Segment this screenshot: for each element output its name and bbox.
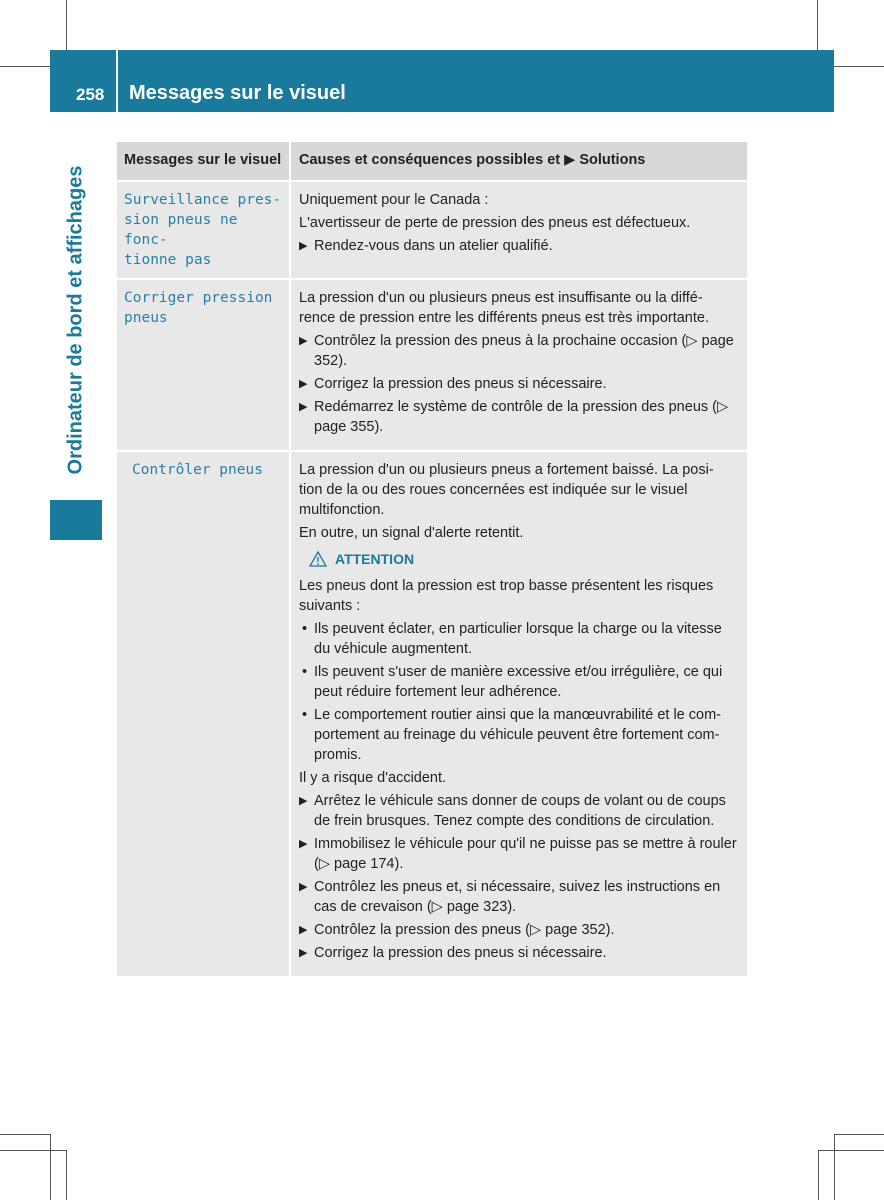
- table-row: [117, 182, 747, 280]
- paragraph: La pression d'un ou plusieurs pneus est insuffisante ou la diffé- rence de pression entre les différents pneus est très importante.: [299, 290, 709, 326]
- solution-step: ▶ Rendez-vous dans un atelier qualifié.: [299, 238, 553, 254]
- page-title: Messages sur le visuel: [129, 82, 346, 104]
- page-header: [50, 50, 834, 112]
- list-item: • Ils peuvent éclater, en particulier lorsque la charge ou la vitesse du véhicule augmentent.: [302, 621, 722, 657]
- crop-mark: [834, 1134, 835, 1200]
- paragraph: L'avertisseur de perte de pression des pneus est défectueux.: [299, 215, 691, 231]
- triangle-right-icon: ▶: [299, 795, 308, 807]
- solution-step: ▶ Contrôlez les pneus et, si nécessaire, suivez les instructions en cas de crevaison (▷ page 323).: [299, 879, 721, 915]
- paragraph: En outre, un signal d'alerte retentit.: [299, 525, 524, 541]
- triangle-right-icon: ▶: [299, 240, 308, 252]
- crop-mark: [0, 1150, 66, 1151]
- triangle-right-icon: ▶: [299, 378, 308, 390]
- crop-mark: [818, 1150, 819, 1200]
- solution-step: ▶ Redémarrez le système de contrôle de la pression des pneus (▷ page 355).: [299, 399, 729, 435]
- solution-step: ▶ Corrigez la pression des pneus si nécessaire.: [299, 376, 607, 392]
- display-message: Surveillance pres- sion pneus ne fonc- tionne pas: [124, 192, 282, 268]
- solution-step: ▶ Corrigez la pression des pneus si nécessaire.: [299, 945, 607, 961]
- table-row: [117, 452, 747, 978]
- paragraph: La pression d'un ou plusieurs pneus a fortement baissé. La posi- tion de la ou des roues concernées est indiquée sur le visuel multifonction.: [299, 462, 714, 518]
- triangle-right-icon: ▶: [299, 924, 308, 936]
- list-item: • Ils peuvent s'user de manière excessive et/ou irrégulière, ce qui peut réduire fortement leur adhérence.: [302, 664, 723, 700]
- crop-mark: [66, 0, 67, 50]
- triangle-right-icon: ▶: [299, 881, 308, 893]
- warning-label: ATTENTION: [335, 551, 415, 567]
- warning-triangle-icon: [309, 551, 327, 567]
- paragraph: Les pneus dont la pression est trop basse présentent les risques suivants :: [299, 578, 714, 614]
- col-header-messages: Messages sur le visuel: [124, 152, 282, 168]
- solution-step: ▶ Immobilisez le véhicule pour qu'il ne puisse pas se mettre à rouler (▷ page 174).: [299, 836, 737, 872]
- solution-step: ▶ Contrôlez la pression des pneus (▷ page 352).: [299, 922, 615, 938]
- crop-mark: [834, 66, 884, 67]
- display-message: Contrôler pneus: [132, 462, 263, 478]
- warning-heading: [309, 551, 739, 567]
- crop-mark: [0, 66, 50, 67]
- solution-step: ▶ Arrêtez le véhicule sans donner de coups de volant ou de coups de frein brusques. Tenez compte des conditions de circulation.: [299, 793, 726, 829]
- messages-table: [117, 142, 747, 978]
- paragraph: Il y a risque d'accident.: [299, 770, 447, 786]
- crop-mark: [50, 1134, 51, 1200]
- side-tab-marker: [50, 500, 102, 540]
- crop-mark: [834, 1134, 884, 1135]
- list-item: • Le comportement routier ainsi que la manœuvrabilité et le com- portement au freinage du véhicule peuvent être fortement com- promis.: [302, 707, 721, 763]
- crop-mark: [66, 1150, 67, 1200]
- paragraph: Uniquement pour le Canada :: [299, 192, 489, 208]
- triangle-right-icon: ▶: [299, 335, 308, 347]
- side-tab-label: Ordinateur de bord et affichages: [64, 165, 87, 475]
- solution-step: ▶ Contrôlez la pression des pneus à la prochaine occasion (▷ page 352).: [299, 333, 734, 369]
- triangle-right-icon: ▶: [299, 947, 308, 959]
- col-header-causes: Causes et conséquences possibles et ▶ Solutions: [289, 142, 747, 180]
- page-number: 258: [76, 85, 105, 104]
- crop-mark: [818, 1150, 884, 1151]
- crop-mark: [817, 0, 818, 50]
- triangle-right-icon: ▶: [299, 401, 308, 413]
- display-message: Corriger pression pneus: [124, 290, 273, 326]
- triangle-right-icon: ▶: [299, 838, 308, 850]
- header-divider: [116, 50, 118, 112]
- crop-mark: [0, 1134, 50, 1135]
- table-header-row: [117, 142, 747, 182]
- table-row: [117, 280, 747, 452]
